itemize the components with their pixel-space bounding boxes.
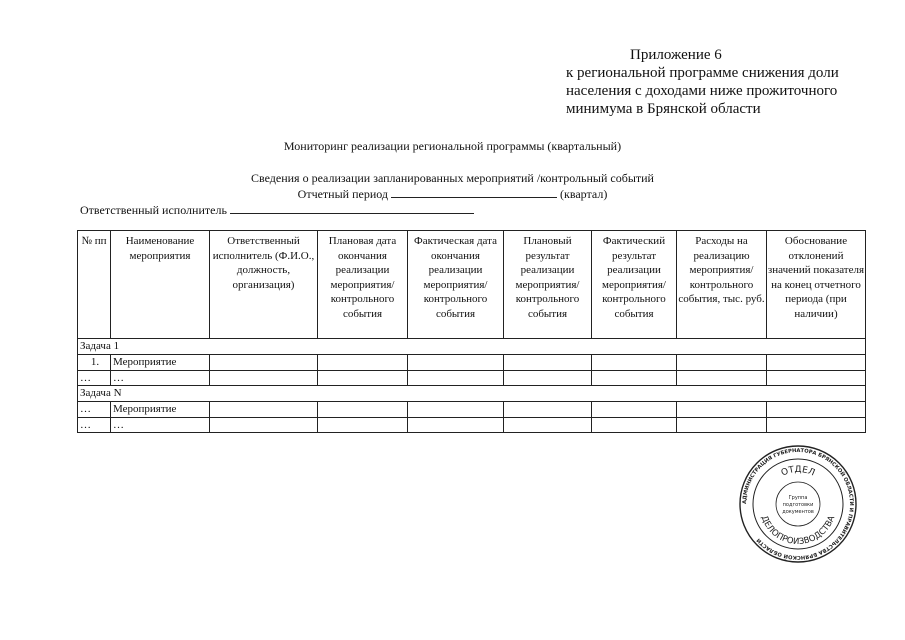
table-cell[interactable] — [318, 355, 408, 371]
table-row — [78, 370, 866, 386]
table-cell[interactable] — [318, 417, 408, 433]
table-cell[interactable] — [504, 417, 592, 433]
table-row — [78, 417, 866, 433]
table-cell[interactable] — [592, 402, 677, 418]
info-title: Сведения о реализации запланированных мероприятий /контрольный событий — [251, 171, 654, 185]
table-cell[interactable] — [318, 370, 408, 386]
responsible-label: Ответственный исполнитель — [80, 203, 227, 217]
task-row — [78, 386, 866, 402]
period-field[interactable] — [391, 186, 557, 198]
office-stamp — [738, 444, 858, 564]
stamp-outer-text: АДМИНИСТРАЦИЯ ГУБЕРНАТОРА БРЯНСКОЙ ОБЛАСТИ И ПРАВИТЕЛЬСТВА БРЯНСКОЙ ОБЛАСТИ — [741, 447, 855, 561]
table-cell[interactable] — [767, 370, 866, 386]
responsible-line — [80, 202, 474, 218]
table-cell[interactable] — [408, 355, 504, 371]
task-row — [78, 339, 866, 355]
table-cell[interactable] — [677, 402, 767, 418]
table-cell[interactable] — [408, 370, 504, 386]
svg-text:ОТДЕЛ — [780, 465, 816, 479]
header-plan-result: Плановый результат реализации мероприятия/ контрольного события — [504, 231, 592, 339]
row-num: … — [78, 417, 111, 433]
table-cell[interactable] — [210, 370, 318, 386]
table-cell[interactable] — [408, 402, 504, 418]
stamp-bottom-text: ДЕЛОПРОИЗВОДСТВА — [758, 514, 838, 548]
table-cell[interactable] — [592, 417, 677, 433]
row-name: Мероприятие — [111, 402, 210, 418]
header-justification: Обоснование отклонений значений показателя на конец отчетного периода (при наличии) — [767, 231, 866, 339]
row-num: … — [78, 370, 111, 386]
row-name: … — [111, 370, 210, 386]
stamp-center-line-1: Группа — [788, 495, 808, 501]
table-cell[interactable] — [677, 417, 767, 433]
task-1-label: Задача 1 — [78, 339, 866, 355]
table-cell[interactable] — [767, 402, 866, 418]
responsible-field[interactable] — [230, 202, 474, 214]
appendix-line-3: минимума в Брянской области — [566, 101, 761, 117]
header-expenses: Расходы на реализацию мероприятия/ контрольного события, тыс. руб. — [677, 231, 767, 339]
table-cell[interactable] — [318, 402, 408, 418]
appendix-title: Приложение 6 — [630, 47, 722, 63]
stamp-center-line-3: документов — [782, 509, 814, 515]
appendix-line-2: населения с доходами ниже прожиточного — [566, 83, 838, 99]
table-cell[interactable] — [592, 370, 677, 386]
row-num: … — [78, 402, 111, 418]
header-fact-result: Фактический результат реализации мероприятия/ контрольного события — [592, 231, 677, 339]
header-fact-date: Фактическая дата окончания реализации мероприятия/ контрольного события — [408, 231, 504, 339]
row-name: Мероприятие — [111, 355, 210, 371]
svg-text:ДЕЛОПРОИЗВОДСТВА — [759, 514, 838, 547]
task-n-label: Задача N — [78, 386, 866, 402]
row-name: … — [111, 417, 210, 433]
table-row — [78, 402, 866, 418]
table-cell[interactable] — [592, 355, 677, 371]
header-num: № пп — [78, 231, 111, 339]
table-cell[interactable] — [677, 355, 767, 371]
period-suffix: (квартал) — [560, 187, 608, 201]
table-cell[interactable] — [504, 370, 592, 386]
table-cell[interactable] — [677, 370, 767, 386]
header-row — [78, 231, 866, 339]
table-row — [78, 355, 866, 371]
table-cell[interactable] — [408, 417, 504, 433]
table-cell[interactable] — [767, 355, 866, 371]
header-responsible: Ответственный исполнитель (Ф.И.О., должность, организация) — [210, 231, 318, 339]
table-cell[interactable] — [210, 355, 318, 371]
header-name: Наименование мероприятия — [111, 231, 210, 339]
table-cell[interactable] — [767, 417, 866, 433]
appendix-line-1: к региональной программе снижения доли — [566, 65, 839, 81]
row-num: 1. — [78, 355, 111, 371]
stamp-top-text: ОТДЕЛ — [779, 464, 817, 479]
table-cell[interactable] — [504, 402, 592, 418]
monitoring-title: Мониторинг реализации региональной программы (квартальный) — [283, 139, 622, 153]
table-cell[interactable] — [210, 402, 318, 418]
period-label: Отчетный период — [297, 187, 389, 201]
period-line — [0, 186, 905, 202]
appendix-block — [566, 46, 866, 118]
stamp-center-line-2: подготовки — [782, 502, 814, 508]
header-plan-date: Плановая дата окончания реализации мероприятия/ контрольного события — [318, 231, 408, 339]
table-cell[interactable] — [210, 417, 318, 433]
monitoring-table — [77, 230, 866, 433]
table-cell[interactable] — [504, 355, 592, 371]
